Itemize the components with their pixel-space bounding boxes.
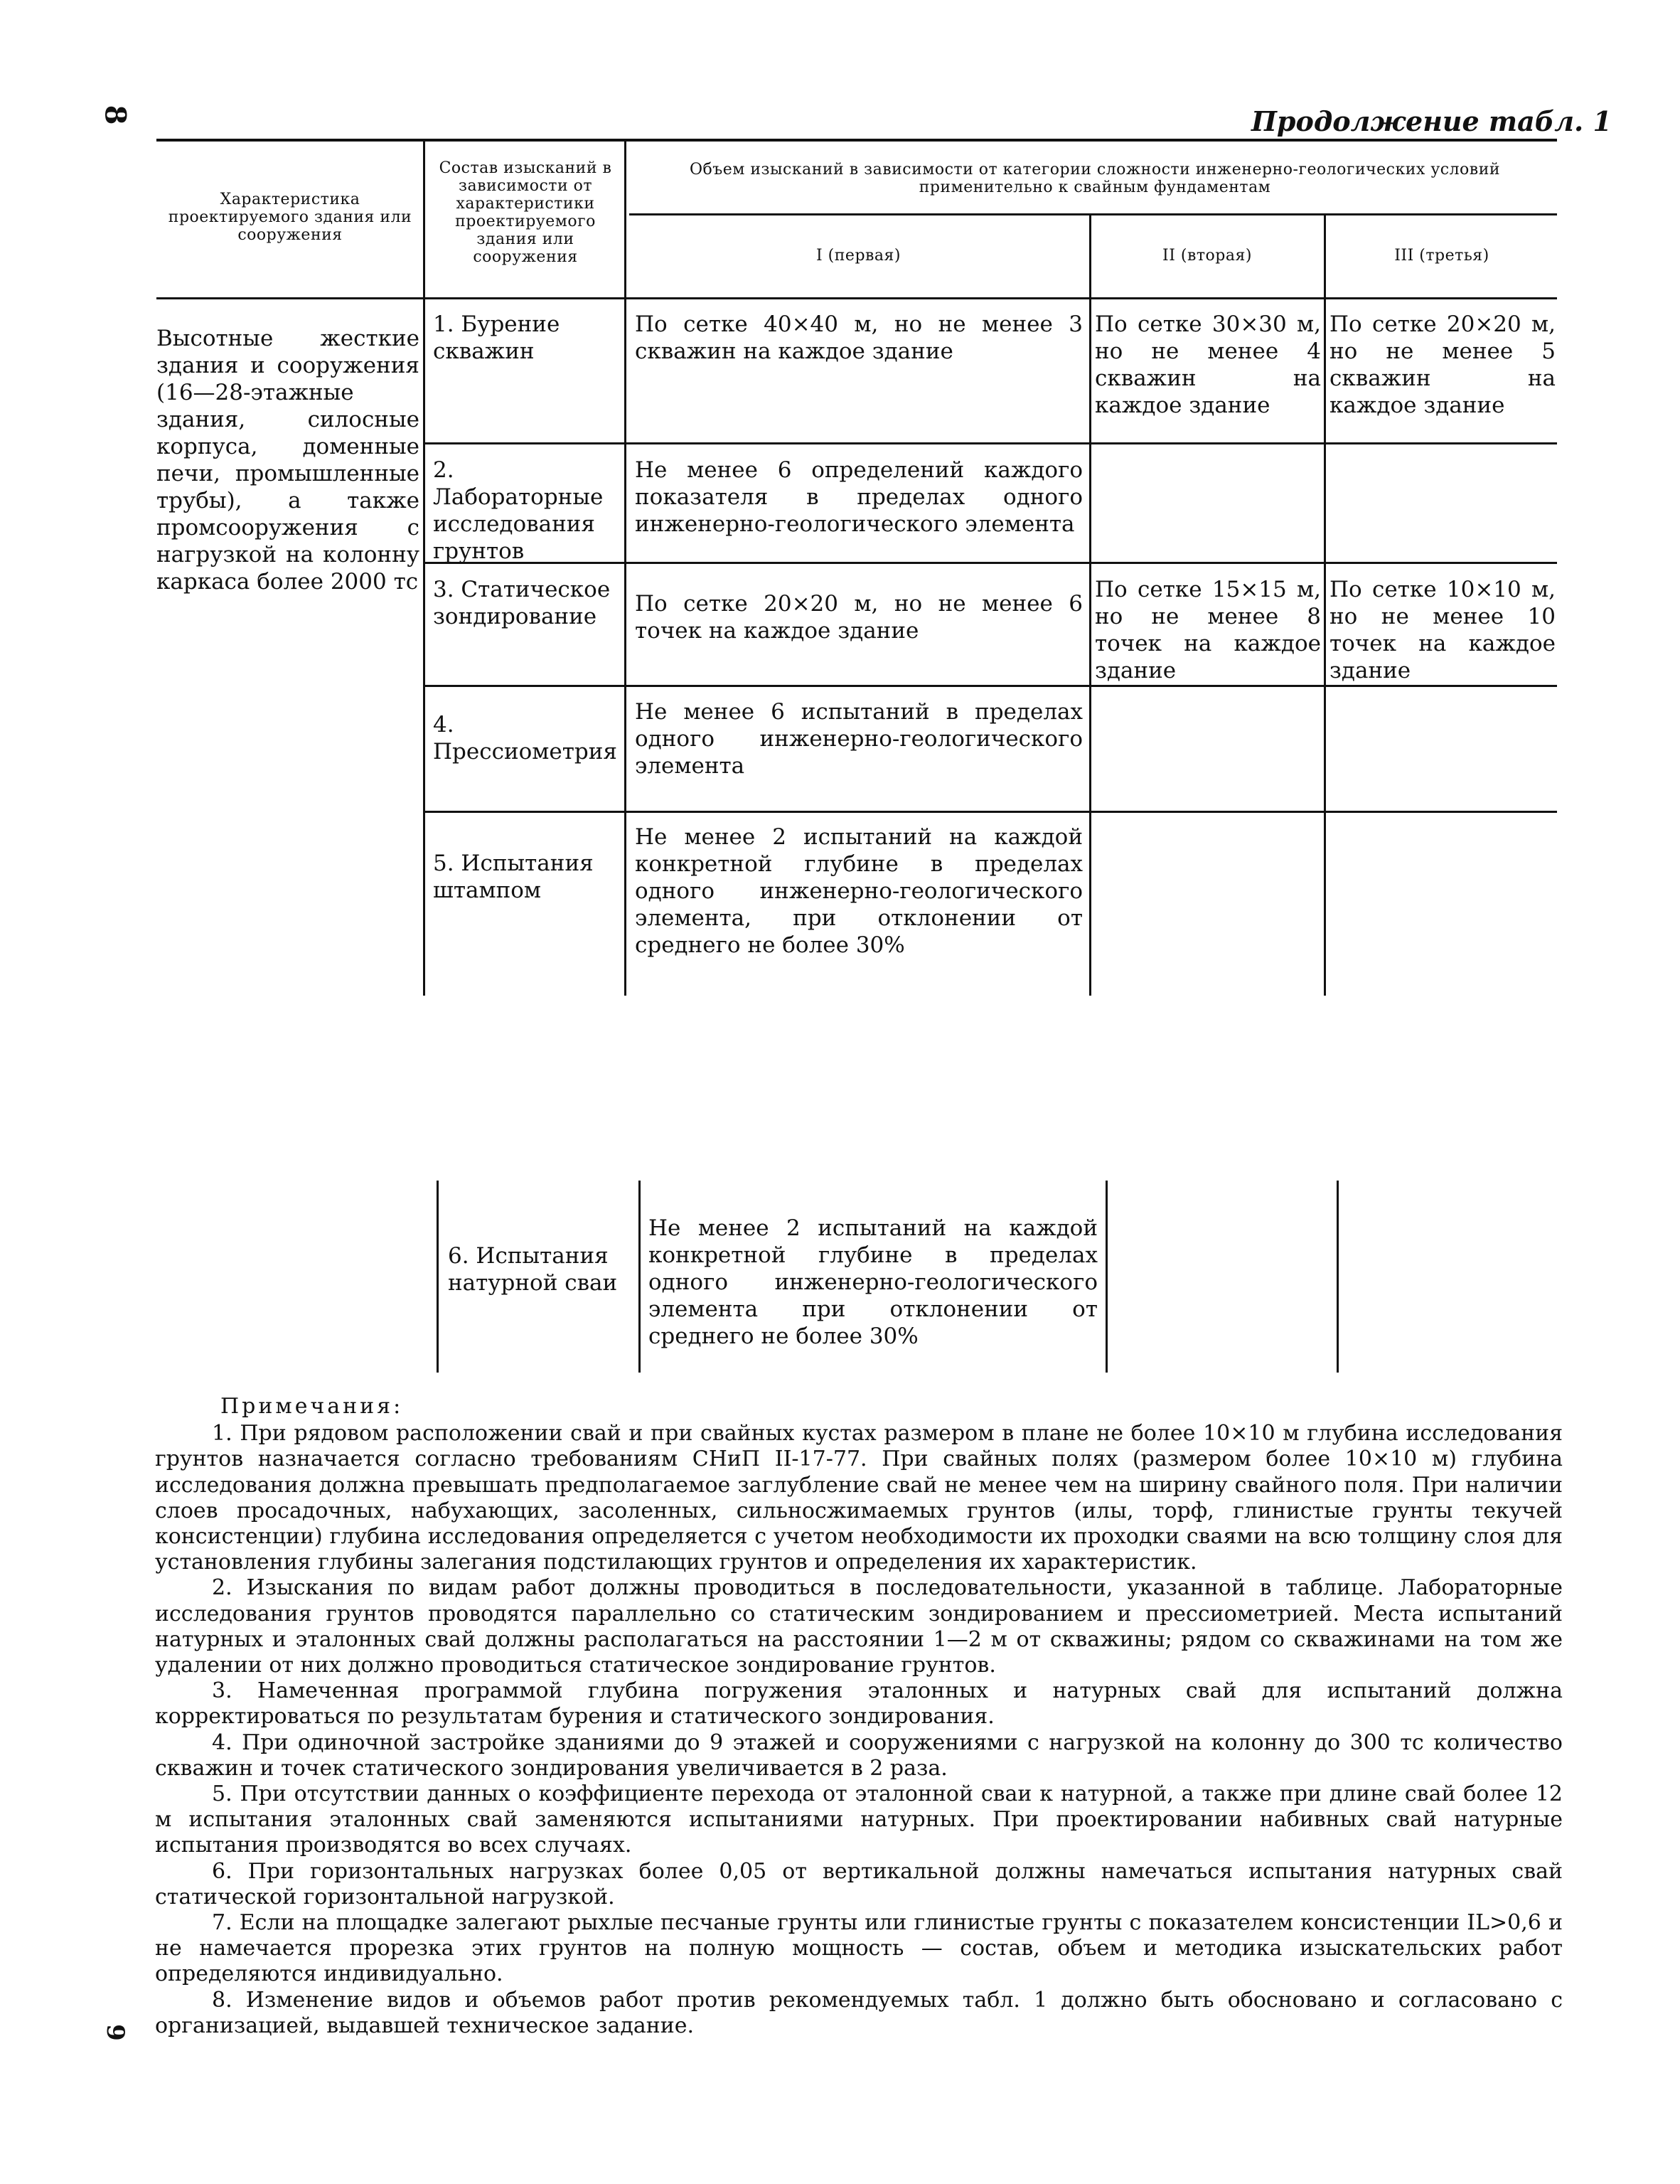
row-rule-1 (424, 442, 1557, 444)
col-rule-3 (1089, 215, 1091, 996)
row-rule-3 (424, 685, 1557, 687)
col-rule-1 (423, 140, 425, 996)
note-2: 2. Изыскания по видам работ должны проводиться в последовательности, указанной в таблице. Лабораторные исследования грунтов проводятся параллельно со статическим зондированием и прессиометрией. Места испытаний натурных и эталонных свай должны располагаться на расстоянии 1—2 м от скважины; рядом со скважинами на том же удалении от них должно проводиться статическое зондирование грунтов. (155, 1575, 1563, 1678)
running-title: Продолжение табл. 1 (1251, 105, 1612, 137)
note-3: 3. Намеченная программой глубина погружения эталонных и натурных свай для испытаний должна корректироваться по результатам бурения и статического зондирования. (155, 1678, 1563, 1730)
drilling-cat2: По сетке 30×30 м, но не менее 4 скважин на каждое здание (1095, 311, 1321, 418)
static-sounding-cat3: По сетке 10×10 м, но не менее 10 точек на каждое здание (1329, 577, 1556, 683)
header-composition: Состав изысканий в зависимости от характеристики проектируемого здания или сооружения (439, 159, 612, 266)
notes-section (155, 1394, 1563, 2039)
pile-test-cat1: Не менее 2 испытаний на каждой конкретной глубине в пределах одного инженерно-геологического элемента при отклонении от среднего не более 30% (648, 1215, 1098, 1349)
header-cat1: I (первая) (816, 247, 901, 265)
fragment-rule-1 (437, 1181, 439, 1373)
pressuremeter-cat1: Не менее 6 испытаний в пределах одного инженерно-геологического элемента (635, 699, 1083, 779)
note-7: 7. Если на площадке залегают рыхлые песчаные грунты или глинистые грунты с показателем консистенции IL>0,6 и не намечается прорезка этих грунтов на полную мощность — состав, объем и методика изыскательских работ определяются индивидуально. (155, 1910, 1563, 1987)
note-8: 8. Изменение видов и объемов работ против рекомендуемых табл. 1 должно быть обосновано и согласовано с организацией, выдавшей техническое задание. (155, 1987, 1563, 2038)
building-characteristic: Высотные жесткие здания и сооружения (16—28-этажные здания, силосные корпуса, доменные печи, промышленные трубы), а также промсооружения с нагрузкой на колонну каркаса более 2000 тс (156, 326, 419, 595)
header-volume: Объем изысканий в зависимости от категории сложности инженерно-геологических условий применительно к свайным фундаментам (689, 161, 1501, 196)
work-plate-test: 5. Испытания штампом (433, 851, 594, 903)
drilling-cat3: По сетке 20×20 м, но не менее 5 скважин на каждое здание (1329, 311, 1556, 418)
note-6: 6. При горизонтальных нагрузках более 0,05 от вертикальной должны намечаться испытания натурных свай статической горизонтальной нагрузкой. (155, 1858, 1563, 1909)
row-rule-4 (424, 811, 1557, 813)
work-pressuremeter: 4. Прессиометрия (433, 712, 617, 765)
col-rule-4 (1324, 215, 1326, 996)
plate-test-cat1: Не менее 2 испытаний на каждой конкретной глубине в пределах одного инженерно-геологического элемента, при отклонении от среднего не более 30% (635, 824, 1083, 958)
note-1: 1. При рядовом расположении свай и при свайных кустах размером в плане не более 10×10 м глубина исследования грунтов назначается согласно требованиям СНиП II-17-77. При свайных полях (размером более 10×10 м) глубина исследования должна превышать предполагаемое заглубление свай не менее чем на ширину свайного поля. При наличии слоев просадочных, набухающих, засоленных, сильносжимаемых грунтов (илы, торф, глинистые грунты текучей консистенции) глубина исследования определяется с учетом необходимости их проходки сваями на всю толщину слоя для установления глубины залегания подстилающих грунтов и определения их характеристик. (155, 1421, 1563, 1575)
header-cat2: II (вторая) (1162, 247, 1252, 265)
lab-tests-cat1: Не менее 6 определений каждого показателя в пределах одного инженерно-геологического элемента (635, 457, 1083, 537)
static-sounding-cat2: По сетке 15×15 м, но не менее 8 точек на каждое здание (1095, 577, 1321, 683)
fragment-rule-3 (1106, 1181, 1108, 1373)
header-sub-rule (629, 213, 1557, 215)
drilling-cat1: По сетке 40×40 м, но не менее 3 скважин на каждое здание (635, 311, 1083, 364)
col-rule-2 (624, 140, 626, 996)
header-bottom-rule (156, 297, 1557, 299)
static-sounding-cat1: По сетке 20×20 м, но не менее 6 точек на каждое здание (635, 591, 1083, 644)
fragment-rule-2 (638, 1181, 641, 1373)
header-cat3: III (третья) (1394, 247, 1489, 265)
work-pile-test: 6. Испытания натурной сваи (448, 1243, 618, 1296)
header-characteristic: Характеристика проектируемого здания или сооружения (168, 191, 412, 244)
note-4: 4. При одиночной застройке зданиями до 9 этажей и сооружениями с нагрузкой на колонну до 300 тс количество скважин и точек статического зондирования увеличивается в 2 раза. (155, 1730, 1563, 1781)
page-number: 8 (98, 105, 132, 125)
notes-title: Примечания: (220, 1394, 404, 1419)
note-5: 5. При отсутствии данных о коэффициенте перехода от эталонной сваи к натурной, а также при длине свай более 12 м испытания эталонных свай заменяются испытаниями натурных. При проектировании набивных свай натурные испытания производятся во всех случаях. (155, 1781, 1563, 1858)
fragment-rule-4 (1337, 1181, 1339, 1373)
work-static-sounding: 3. Статическое зондирование (433, 577, 611, 629)
side-page-mark: 9 (100, 2024, 129, 2041)
table-top-rule (156, 139, 1557, 142)
work-lab-tests: 2. Лабораторные исследования грунтов (433, 457, 604, 564)
work-drilling: 1. Бурение скважин (433, 311, 560, 364)
